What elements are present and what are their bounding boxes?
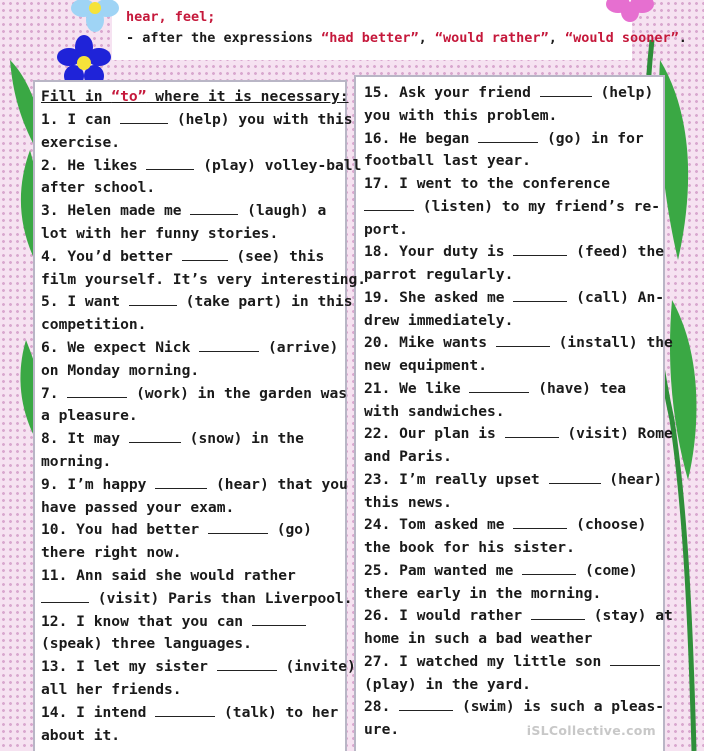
line-text: 28. — [364, 698, 400, 716]
line-text: 19. She asked me — [364, 288, 514, 306]
exercise-line — [41, 248, 324, 265]
answer-blank[interactable] — [182, 248, 228, 261]
exercise-line — [41, 727, 120, 744]
exercise-line — [41, 407, 138, 424]
exercise-line — [364, 84, 653, 101]
exercise-line — [364, 585, 601, 602]
line-text: 18. Your duty is — [364, 243, 514, 261]
intro-line-1: hear, feel; — [126, 9, 216, 25]
line-text: you with this problem. — [364, 106, 558, 124]
line-text: there early in the morning. — [364, 584, 602, 602]
exercise-line — [41, 362, 199, 379]
exercise-line — [41, 316, 146, 333]
exercise-line — [364, 607, 673, 624]
intro-line-2: - after the expressions “had better”, “would rather”, “would sooner”. — [126, 30, 687, 46]
line-text: (hear) — [600, 470, 663, 488]
line-text: 14. I intend — [41, 703, 156, 721]
exercise-line — [364, 721, 399, 738]
line-text: (play) in the yard. — [364, 675, 531, 693]
exercise-line — [364, 175, 610, 192]
line-text: (laugh) a — [238, 202, 327, 220]
answer-blank[interactable] — [155, 704, 215, 717]
line-text: 6. We expect Nick — [41, 339, 200, 356]
line-text: (help) — [591, 84, 654, 101]
exercise-line — [364, 130, 644, 147]
answer-blank[interactable] — [610, 653, 660, 666]
line-text: after school. — [41, 179, 156, 197]
line-text: film yourself. It’s very interesting. — [41, 270, 367, 288]
line-text: about it. — [41, 726, 121, 744]
exercise-heading: Fill in “to” where it is necessary: — [41, 88, 349, 105]
answer-blank[interactable] — [505, 425, 559, 438]
exercise-line — [41, 134, 120, 151]
line-text: home in such a bad weather — [364, 630, 593, 647]
line-text: (have) tea — [529, 379, 627, 397]
line-text: (see) this — [227, 247, 325, 265]
line-text: lot with her funny stories. — [41, 225, 279, 242]
line-text: (snow) in the — [180, 430, 304, 448]
line-text: 1. I can — [41, 111, 121, 128]
exercise-line — [41, 202, 326, 219]
exercise-line — [364, 334, 673, 351]
line-text: morning. — [41, 453, 112, 470]
line-text: a pleasure. — [41, 407, 138, 425]
exercise-line — [364, 107, 557, 124]
line-text: 12. I know that you can — [41, 612, 252, 630]
line-text: 20. Mike wants — [364, 334, 496, 352]
exercise-line — [364, 380, 626, 397]
exercise-line — [364, 357, 487, 374]
answer-blank[interactable] — [41, 590, 89, 603]
line-text: have passed your exam. — [41, 498, 235, 516]
exercise-line — [41, 544, 182, 561]
answer-blank[interactable] — [513, 243, 567, 256]
line-text: on Monday morning. — [41, 361, 200, 379]
answer-blank[interactable] — [67, 385, 127, 398]
line-text: (work) in the garden was — [127, 384, 348, 402]
exercise-line — [364, 152, 531, 169]
answer-blank[interactable] — [522, 562, 576, 575]
answer-blank[interactable] — [399, 698, 453, 711]
line-text: (help) you with this — [168, 111, 353, 128]
line-text: 10. You had better — [41, 521, 208, 539]
answer-blank[interactable] — [513, 516, 567, 529]
answer-blank[interactable] — [469, 380, 529, 393]
line-text: 22. Our plan is — [364, 425, 505, 443]
answer-blank[interactable] — [199, 339, 259, 352]
line-text: 16. He began — [364, 129, 479, 147]
line-text: 7. — [41, 384, 68, 402]
exercise-line — [364, 539, 575, 556]
answer-blank[interactable] — [478, 130, 538, 143]
line-text: 15. Ask your friend — [364, 84, 540, 101]
line-text: (go) in for — [538, 129, 644, 147]
answer-blank[interactable] — [549, 471, 601, 484]
line-text: there right now. — [41, 544, 182, 562]
line-text: (stay) at — [584, 607, 673, 625]
line-text: (swim) is such a pleas- — [453, 698, 665, 716]
line-text: (speak) three languages. — [41, 635, 252, 653]
exercise-line — [364, 289, 664, 306]
line-text: (take part) in this — [176, 293, 353, 311]
line-text: 13. I let my sister — [41, 658, 217, 676]
line-text: 4. You’d better — [41, 247, 182, 265]
line-text: ure. — [364, 721, 400, 738]
line-text: 8. It may — [41, 430, 129, 448]
line-text: the book for his sister. — [364, 539, 575, 556]
exercise-line — [41, 681, 182, 698]
exercise-line — [41, 704, 338, 721]
answer-blank[interactable] — [129, 430, 181, 443]
exercise-line — [41, 111, 353, 128]
line-text: (come) — [576, 561, 638, 579]
line-text: exercise. — [41, 133, 121, 151]
line-text: 2. He likes — [41, 156, 147, 174]
exercise-line — [41, 179, 155, 196]
line-text: (hear) that you — [207, 475, 348, 493]
exercise-line — [364, 221, 408, 238]
exercise-line — [41, 157, 361, 174]
line-text: (choose) — [567, 516, 647, 534]
exercise-line — [364, 448, 452, 465]
exercise-line — [41, 590, 353, 607]
exercise-line — [364, 312, 513, 329]
answer-blank[interactable] — [120, 111, 168, 124]
exercise-line — [41, 613, 306, 630]
exercise-line — [41, 658, 356, 675]
exercise-line — [364, 243, 664, 260]
exercise-line — [41, 430, 304, 447]
line-text: (install) the — [549, 334, 673, 352]
answer-blank[interactable] — [129, 293, 177, 306]
watermark: iSLCollective.com — [526, 723, 656, 738]
line-text: 24. Tom asked me — [364, 516, 514, 534]
exercise-line — [41, 339, 338, 356]
line-text: 5. I want — [41, 293, 129, 311]
answer-blank[interactable] — [364, 198, 414, 211]
line-text: (talk) to her — [215, 703, 339, 721]
line-text: parrot regularly. — [364, 266, 514, 283]
answer-blank[interactable] — [146, 157, 194, 170]
line-text: port. — [364, 220, 408, 238]
line-text: (go) — [267, 521, 312, 539]
exercise-line — [364, 494, 452, 511]
answer-blank[interactable] — [217, 658, 277, 671]
exercise-line — [364, 516, 646, 533]
answer-blank[interactable] — [155, 476, 207, 489]
line-text: 9. I’m happy — [41, 475, 156, 493]
line-text: (listen) to my friend’s re- — [414, 197, 661, 215]
line-text: 27. I watched my little son — [364, 652, 611, 670]
line-text: drew immediately. — [364, 311, 514, 329]
line-text: 23. I’m really upset — [364, 470, 549, 488]
line-text: and Paris. — [364, 448, 452, 465]
answer-blank[interactable] — [531, 607, 585, 620]
exercise-line — [41, 453, 111, 470]
line-text: (visit) Rome — [558, 425, 673, 443]
line-text: (play) volley-ball — [194, 156, 362, 174]
answer-blank[interactable] — [252, 613, 306, 626]
line-text: 3. Helen made me — [41, 202, 191, 220]
line-text: (invite) — [276, 658, 356, 676]
line-text: all her friends. — [41, 681, 182, 698]
line-text: this news. — [364, 493, 452, 511]
exercise-line — [41, 499, 234, 516]
exercise-line — [364, 676, 531, 693]
answer-blank[interactable] — [540, 84, 592, 97]
exercise-line — [364, 471, 662, 488]
answer-blank[interactable] — [496, 334, 550, 347]
exercise-line — [364, 266, 513, 283]
exercise-line — [41, 567, 296, 584]
line-text: with sandwiches. — [364, 402, 505, 420]
line-text: football last year. — [364, 152, 531, 170]
exercise-line — [364, 630, 592, 647]
exercise-line — [364, 425, 673, 442]
exercise-line — [364, 698, 664, 715]
exercise-line — [41, 271, 366, 288]
exercise-line — [364, 562, 638, 579]
exercise-line — [41, 635, 252, 652]
line-text: (call) An- — [567, 288, 665, 306]
exercise-line — [41, 476, 348, 493]
answer-blank[interactable] — [190, 202, 238, 215]
answer-blank[interactable] — [513, 289, 567, 302]
exercise-line — [364, 653, 660, 670]
line-text: 21. We like — [364, 379, 470, 397]
line-text: 17. I went to the conference — [364, 175, 611, 192]
line-text: new equipment. — [364, 357, 488, 374]
line-text: competition. — [41, 316, 147, 334]
line-text: 25. Pam wanted me — [364, 561, 523, 579]
line-text: (feed) the — [567, 243, 665, 261]
exercise-line — [364, 198, 660, 215]
line-text: (visit) Paris than Liverpool. — [89, 589, 353, 607]
exercise-line — [41, 293, 353, 310]
exercise-line — [41, 521, 312, 538]
exercise-line — [41, 385, 347, 402]
exercise-line — [41, 225, 278, 242]
line-text: (arrive) — [259, 339, 339, 356]
line-text: 11. Ann said she would rather — [41, 567, 296, 584]
exercise-line — [364, 403, 505, 420]
line-text: 26. I would rather — [364, 607, 531, 625]
answer-blank[interactable] — [208, 521, 268, 534]
